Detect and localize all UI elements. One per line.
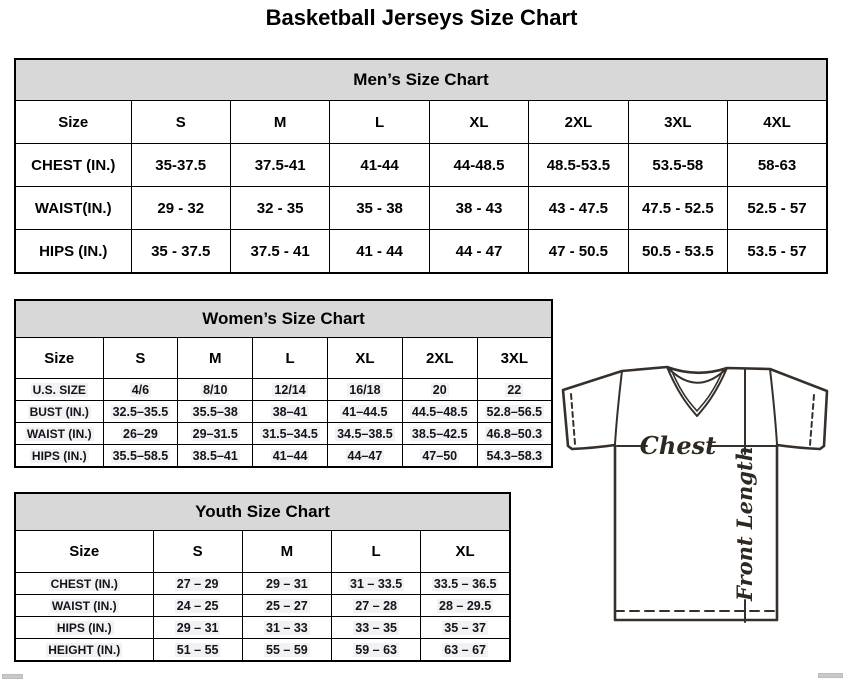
size-value-cell: 53.5 - 57 — [728, 230, 827, 274]
size-value-cell: 35 - 37.5 — [131, 230, 230, 274]
size-value-cell: 22 — [477, 379, 552, 401]
size-value-cell: 29 – 31 — [242, 573, 331, 595]
size-value-cell: 24 – 25 — [153, 595, 242, 617]
size-value-cell: 33.5 – 36.5 — [421, 573, 510, 595]
size-value-cell: 38.5–41 — [178, 445, 253, 468]
chest-label: Chest — [639, 431, 717, 460]
size-value-cell: 46.8–50.3 — [477, 423, 552, 445]
mens-col-xl: XL — [429, 101, 528, 144]
table-row — [15, 401, 552, 423]
size-value-cell: 29 – 31 — [153, 617, 242, 639]
mens-chart-header: Men’s Size Chart — [15, 59, 827, 101]
size-value-cell: 47 - 50.5 — [529, 230, 628, 274]
size-value-cell: 41–44.5 — [327, 401, 402, 423]
size-value-cell: 28 – 29.5 — [421, 595, 510, 617]
front-length-label: Front Length — [732, 446, 757, 601]
youth-chart-header: Youth Size Chart — [15, 493, 510, 531]
row-label: U.S. SIZE — [15, 379, 103, 401]
size-value-cell: 38–41 — [253, 401, 328, 423]
size-value-cell: 29–31.5 — [178, 423, 253, 445]
size-value-cell: 63 – 67 — [421, 639, 510, 662]
table-row — [15, 573, 510, 595]
size-value-cell: 8/10 — [178, 379, 253, 401]
womens-chart-header: Women’s Size Chart — [15, 300, 552, 338]
womens-size-header: Size — [15, 338, 103, 379]
size-value-cell: 53.5-58 — [628, 144, 727, 187]
table-row — [15, 187, 827, 230]
row-label: BUST (IN.) — [15, 401, 103, 423]
size-value-cell: 35 – 37 — [421, 617, 510, 639]
image-handle-left — [2, 674, 23, 679]
size-value-cell: 4/6 — [103, 379, 178, 401]
mens-size-table — [14, 58, 828, 274]
size-value-cell: 35.5–58.5 — [103, 445, 178, 468]
size-value-cell: 27 – 28 — [332, 595, 421, 617]
size-value-cell: 44 - 47 — [429, 230, 528, 274]
size-value-cell: 25 – 27 — [242, 595, 331, 617]
size-value-cell: 41 - 44 — [330, 230, 429, 274]
size-value-cell: 35.5–38 — [178, 401, 253, 423]
row-label: WAIST (IN.) — [15, 595, 153, 617]
table-row — [15, 379, 552, 401]
size-value-cell: 54.3–58.3 — [477, 445, 552, 468]
size-value-cell: 32.5–35.5 — [103, 401, 178, 423]
size-value-cell: 12/14 — [253, 379, 328, 401]
row-label: HIPS (IN.) — [15, 617, 153, 639]
size-value-cell: 29 - 32 — [131, 187, 230, 230]
youth-col-l: L — [332, 531, 421, 573]
youth-col-xl: XL — [421, 531, 510, 573]
table-row — [15, 144, 827, 187]
womens-col-2xl: 2XL — [402, 338, 477, 379]
size-value-cell: 34.5–38.5 — [327, 423, 402, 445]
row-label: WAIST (IN.) — [15, 423, 103, 445]
row-label: WAIST(IN.) — [15, 187, 131, 230]
size-value-cell: 47.5 - 52.5 — [628, 187, 727, 230]
size-value-cell: 37.5-41 — [230, 144, 329, 187]
size-value-cell: 38 - 43 — [429, 187, 528, 230]
size-value-cell: 43 - 47.5 — [529, 187, 628, 230]
womens-col-3xl: 3XL — [477, 338, 552, 379]
size-value-cell: 31 – 33 — [242, 617, 331, 639]
row-label: HEIGHT (IN.) — [15, 639, 153, 662]
size-value-cell: 51 – 55 — [153, 639, 242, 662]
size-value-cell: 33 – 35 — [332, 617, 421, 639]
womens-size-table — [14, 299, 553, 468]
size-value-cell: 55 – 59 — [242, 639, 331, 662]
womens-col-xl: XL — [327, 338, 402, 379]
womens-col-s: S — [103, 338, 178, 379]
mens-size-header: Size — [15, 101, 131, 144]
table-row — [15, 617, 510, 639]
table-row — [15, 445, 552, 468]
size-value-cell: 35-37.5 — [131, 144, 230, 187]
size-value-cell: 20 — [402, 379, 477, 401]
size-value-cell: 16/18 — [327, 379, 402, 401]
youth-size-header: Size — [15, 531, 153, 573]
size-value-cell: 52.8–56.5 — [477, 401, 552, 423]
size-value-cell: 37.5 - 41 — [230, 230, 329, 274]
size-value-cell: 35 - 38 — [330, 187, 429, 230]
size-value-cell: 59 – 63 — [332, 639, 421, 662]
youth-col-s: S — [153, 531, 242, 573]
table-row — [15, 423, 552, 445]
womens-col-m: M — [178, 338, 253, 379]
size-value-cell: 50.5 - 53.5 — [628, 230, 727, 274]
size-value-cell: 41-44 — [330, 144, 429, 187]
image-handle-right — [818, 673, 843, 678]
jersey-measurement-diagram — [558, 358, 843, 630]
row-label: HIPS (IN.) — [15, 230, 131, 274]
size-value-cell: 31.5–34.5 — [253, 423, 328, 445]
mens-col-3xl: 3XL — [628, 101, 727, 144]
size-value-cell: 38.5–42.5 — [402, 423, 477, 445]
mens-col-s: S — [131, 101, 230, 144]
size-value-cell: 31 – 33.5 — [332, 573, 421, 595]
row-label: CHEST (IN.) — [15, 144, 131, 187]
size-value-cell: 41–44 — [253, 445, 328, 468]
jersey-outline-shape — [563, 367, 827, 620]
mens-col-l: L — [330, 101, 429, 144]
youth-col-m: M — [242, 531, 331, 573]
mens-col-4xl: 4XL — [728, 101, 827, 144]
size-value-cell: 44–47 — [327, 445, 402, 468]
page-title: Basketball Jerseys Size Chart — [265, 5, 578, 30]
size-value-cell: 44.5–48.5 — [402, 401, 477, 423]
size-value-cell: 44-48.5 — [429, 144, 528, 187]
size-value-cell: 26–29 — [103, 423, 178, 445]
mens-col-2xl: 2XL — [529, 101, 628, 144]
size-value-cell: 52.5 - 57 — [728, 187, 827, 230]
row-label: HIPS (IN.) — [15, 445, 103, 468]
table-row — [15, 595, 510, 617]
womens-col-l: L — [253, 338, 328, 379]
size-value-cell: 27 – 29 — [153, 573, 242, 595]
mens-col-m: M — [230, 101, 329, 144]
size-value-cell: 58-63 — [728, 144, 827, 187]
size-value-cell: 48.5-53.5 — [529, 144, 628, 187]
size-value-cell: 32 - 35 — [230, 187, 329, 230]
row-label: CHEST (IN.) — [15, 573, 153, 595]
size-value-cell: 47–50 — [402, 445, 477, 468]
table-row — [15, 639, 510, 662]
youth-size-table — [14, 492, 511, 662]
table-row — [15, 230, 827, 274]
